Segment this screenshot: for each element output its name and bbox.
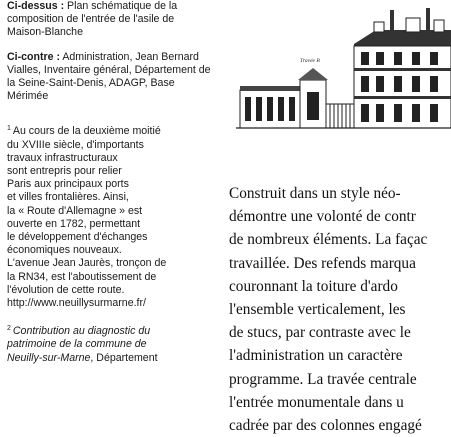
building-elevation-drawing xyxy=(236,0,451,140)
footnote-line: sont entrepris pour relier xyxy=(7,165,122,178)
footnote-line: Au cours de la deuxième moitié xyxy=(12,125,161,138)
footnote-italic: patrimoine de la commune de xyxy=(7,338,147,351)
body-line: de stucs, par contraste avec le xyxy=(229,324,411,342)
body-line: Construit dans un style néo- xyxy=(229,185,401,202)
body-line: l'entrée monumentale dans u xyxy=(229,393,404,411)
sidebar-notes xyxy=(7,0,212,377)
caption-text: Administration, Jean Bernard Vialles, Inventaire général, Département de la Seine-Saint-Denis, ADAGP, Base Mérimée xyxy=(7,50,211,103)
body-line: l'ensemble verticalement, les xyxy=(229,301,406,319)
caption-above xyxy=(7,0,212,40)
footnote-number: 2 xyxy=(7,325,11,333)
body-line: programme. La travée centrale xyxy=(229,370,417,388)
footnote-line: le développement d'échanges xyxy=(7,231,148,244)
footnote-1 xyxy=(7,122,212,310)
caption-text: Plan schématique de la composition de l'entrée de l'asile de Maison-Blanche xyxy=(7,0,178,39)
footnote-line: Paris aux principaux ports xyxy=(7,178,129,191)
body-line: travaillée. Des refends marqua xyxy=(229,254,416,272)
footnote-2 xyxy=(7,322,212,365)
footnote-line: économiques nouveaux. xyxy=(7,244,122,257)
body-line: couronnant la toiture d'ardo xyxy=(229,277,398,295)
footnote-line: ouverte en 1782, permettant xyxy=(7,217,141,230)
footnote-line: l'évolution de cette route. xyxy=(7,283,125,296)
footnote-line: travaux infrastructuraux xyxy=(7,151,118,164)
footnote-line: http://www.neuillysurmarne.fr/ xyxy=(7,297,146,310)
footnote-text xyxy=(7,125,166,309)
footnote-line: la RN34, est l'aboutissement de xyxy=(7,270,157,283)
footnote-italic: Neuilly-sur-Marne xyxy=(7,351,91,364)
body-line: l'administration un caractère xyxy=(229,347,403,365)
caption-label: Ci-contre : xyxy=(7,50,60,63)
main-body-text xyxy=(229,182,451,437)
footnote-line: L'avenue Jean Jaurès, tronçon de xyxy=(7,257,167,270)
caption-opposite xyxy=(7,51,212,104)
footnote-italic: Contribution au diagnostic du xyxy=(12,325,151,338)
footnote-text: , Département xyxy=(90,351,158,364)
caption-label: Ci-dessus : xyxy=(7,0,65,12)
body-line: cadrée par des colonnes engagé xyxy=(229,417,422,435)
footnote-line: la « Route d'Allemagne » est xyxy=(7,204,143,217)
footnote-line: et villes frontalières. Ainsi, xyxy=(7,191,129,204)
body-line: de nombreux éléments. La façac xyxy=(229,231,428,249)
elevation-svg xyxy=(236,0,451,140)
footnote-line: du XVIIIe siècle, d'importants xyxy=(7,138,144,151)
footnote-number: 1 xyxy=(7,125,11,133)
body-line: démontre une volonté de contr xyxy=(229,208,416,226)
figure-label: Travée B xyxy=(300,58,320,64)
